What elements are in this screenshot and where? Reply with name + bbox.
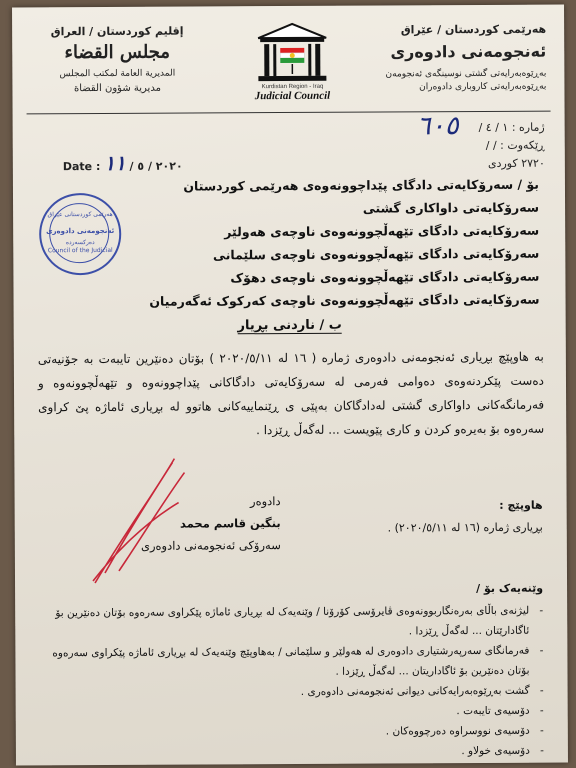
copy-item: - دۆسیەی خولاو . [52,741,544,764]
letterhead-arabic [32,24,202,94]
reference-block [315,111,545,176]
subject-line [14,317,566,335]
stamp-line-4: Council of the Judicial [47,246,113,255]
directorate-kurdish: بەڕێوەبەرایەتی گشتی نوسینگەی ئەنجومەن [385,68,547,80]
copy-item: - فەرمانگای سەرپەرشتیاری دادوەری لە هەولێر و سلێمانی / بەهاوپێچ وێنەیەک لە بڕیاری ئاماژە پێکراوی سەرەوە بۆتان دەنێرین بۆ ئاگاداریتان ... لەگەڵ ڕێزدا . [51,641,543,684]
directorate-arabic: المديرية العامة لمكتب المجلس [59,68,176,80]
copy-item: - لیژنەی باڵای بەرەنگاربوونەوەی ڤایرۆسی کۆرۆنا / وێنەیەک لە بڕیاری ئاماژە پێکراوی سەرەوە بۆتان دەنێرین بۆ ئاگادارێتان ... لەگەڵ ڕێزدا . [51,601,543,644]
attachments-heading: هاوپێچ : [499,498,543,512]
council-kurdish: ئەنجومەنی دادوەری [390,41,547,62]
copies-block [51,579,544,764]
official-stamp [39,193,121,275]
attachments-block [283,495,543,540]
recipient-item: بۆ / سەرۆکایەتی دادگای پێداچوونەوەی هەرێمی کوردستان [183,176,539,194]
subject-text: ب / ناردنی بڕیار [237,317,342,334]
region-kurdish: هەرێمی کوردستان / عێراق [400,22,547,37]
header-divider [27,111,551,115]
emblem-title: Judicial Council [254,89,331,103]
signatory-role: دادوەر [249,494,281,509]
reference-number-label: ژمارە : ١ / ٤ / [478,120,545,135]
courthouse-icon [256,22,328,84]
emblem-caption: Kurdistan Region - Iraq [261,83,324,91]
recipient-item: سەرۆکایەتی دادگای تێهەڵچوونەوەی ناوچەی هەولێر [224,222,540,240]
recipient-item: سەرۆکایەتی داواکاری گشتی [362,199,540,216]
kurdish-year: ٢٧٢٠ کوردی [487,156,545,170]
copies-heading: وێنەیەک بۆ / [476,581,544,596]
recipients-list [119,173,540,313]
signatory-title: سەرۆکی ئەنجومەنی دادوەری [140,538,281,553]
stamp-line-2: ئەنجومەنی دادوەری [46,226,115,236]
reference-date-label: ڕێکەوت : / / [485,138,545,152]
letter-body: بە هاوپێچ بڕیاری ئەنجومەنی دادوەری ژمارە ( ١٦ لە ٢٠٢٠/٥/١١ ) بۆتان دەنێرین تایبەت بە جۆنیەتی دەست پێکردنەوەی دەوامی فەرمی لە سەرۆکایەتی دادگاکانی پێداچوونەوە و تێهەڵچوونەوە و فەرمانگەکانی داواکاری گشتی لەدادگاکان بەپێی ی ڕێنماییەکانی هاتوو لە بڕیاری ئاماژە پێ کراوی سەرەوە بۆ بەیرەو کردن و کاری پێویست ... لەگەڵ ڕێزدا . [37,349,545,438]
stamp-line-1: هەرێمی کوردستانی عێراق [47,210,113,219]
recipient-item: سەرۆکایەتی دادگای تێهەڵچوونەوەی ناوچەی کەرکوک ئەگەرمیان [149,291,540,309]
recipient-item: سەرۆکایەتی دادگای تێهەڵچوونەوەی ناوچەی سلێمانی [212,245,540,263]
letterhead-kurdish [336,23,546,93]
signature-block [111,490,281,557]
attachment-item: بڕیاری ژمارە (١٦ لە ٢٠٢٠/٥/١١) . [387,520,543,535]
region-arabic: إقليم كوردستان / العراق [50,24,184,39]
signatory-name: بنگین قاسم محمد [179,516,281,531]
copy-item: - دۆسیەی تایبەت . [52,701,544,724]
stamp-line-3: دەرکسەردە [65,239,95,247]
letter-page [12,5,568,766]
date-label: Date : ٢٠٢٠ / ٥ / [62,159,183,174]
copy-item: - دۆسیەی نووسراوە دەرچووەکان . [52,721,544,744]
department-kurdish: بەڕێوەبەرایەتی کاروباری دادوەران [419,81,547,93]
department-arabic: مديرية شؤون القضاة [73,82,161,95]
council-arabic: مجلس القضاء [64,41,171,64]
gregorian-date [63,151,183,176]
handwritten-reference-number: ٦٠٥ [416,111,459,142]
handwritten-day: ١١ [104,150,126,175]
copy-item: - گشت بەڕێوەبەرایەکانی دیوانی ئەنجومەنی دادوەری . [52,681,544,704]
recipient-item: سەرۆکایەتی دادگای تێهەڵچوونەوەی ناوچەی دهۆک [230,268,540,286]
judicial-council-emblem [242,22,342,113]
